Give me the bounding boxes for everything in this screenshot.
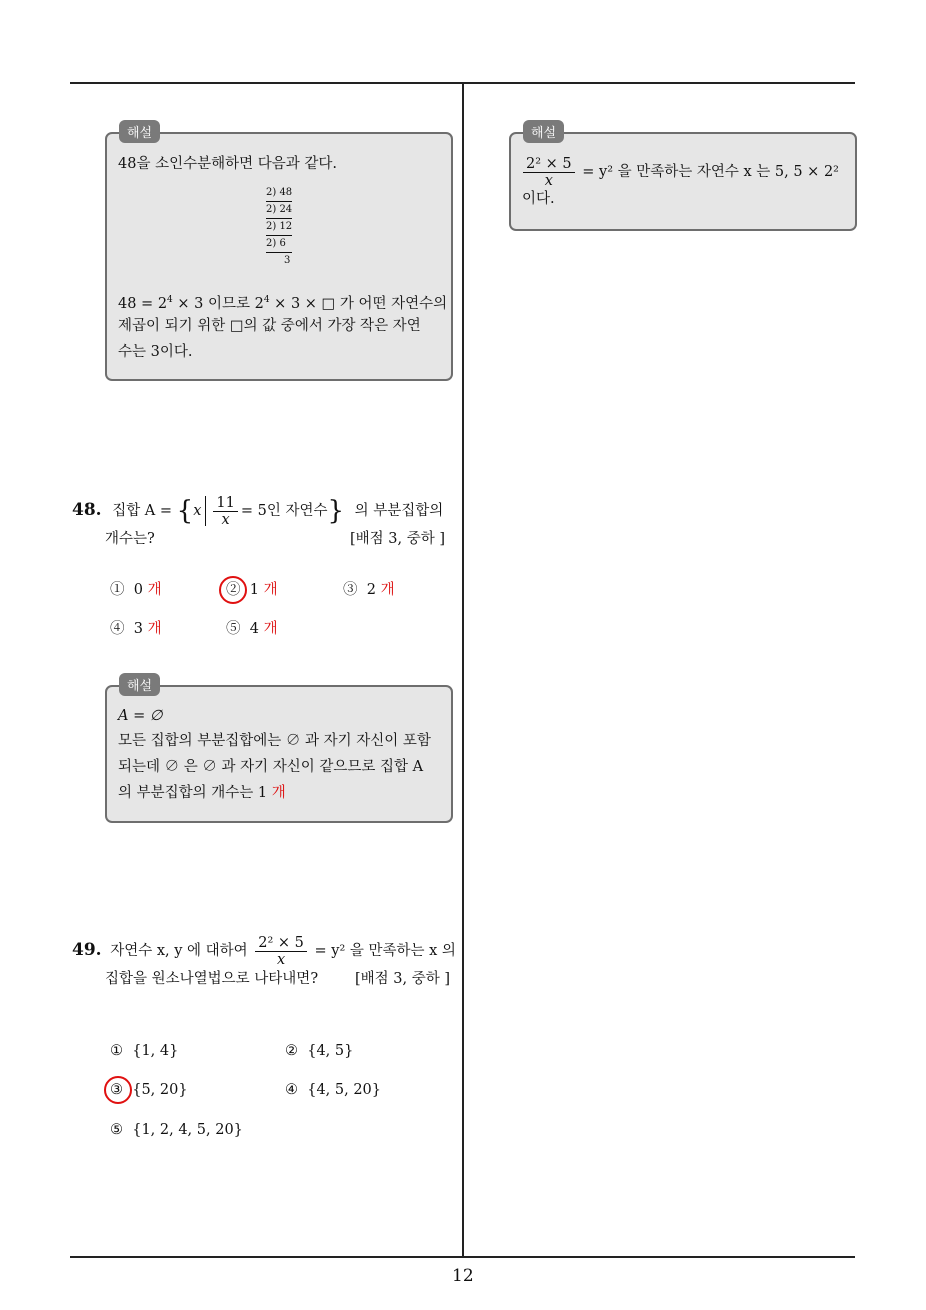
choice-5[interactable] (226, 616, 278, 642)
choice-1[interactable] (110, 577, 162, 603)
answer-circle-mark (219, 576, 247, 604)
choice-mark: ① (110, 1043, 123, 1059)
left-brace: { (176, 496, 194, 526)
choice-unit: 개 (147, 621, 162, 637)
question-text: = 5인 자연수 (240, 503, 328, 519)
choice-mark: ③ (343, 582, 358, 598)
choice-value: {4, 5} (307, 1043, 354, 1059)
choice-4[interactable] (285, 1077, 381, 1103)
text-part: 의 부분집합의 개수는 1 (118, 785, 268, 801)
choice-mark: ⑤ (226, 621, 241, 637)
points-label: [배점 3, 중하 ] (350, 531, 446, 547)
choice-mark: ① (110, 582, 125, 598)
division-step: 2) 6 (266, 235, 292, 252)
choice-mark: ④ (285, 1082, 298, 1098)
division-step: 2) 12 (266, 218, 292, 235)
choice-value: {1, 4} (132, 1043, 179, 1059)
denominator: x (276, 951, 286, 968)
choice-mark: ④ (110, 621, 125, 637)
answer-circle-mark (104, 1076, 132, 1104)
choice-unit: 개 (263, 582, 278, 598)
choice-value: 1 (249, 582, 259, 598)
fraction (213, 495, 237, 528)
prime-factorization-ladder (266, 185, 292, 269)
solution-text (520, 154, 839, 190)
choice-4[interactable] (110, 616, 162, 642)
solution-text: 제곱이 되기 위한 □의 값 중에서 가장 작은 자연 (118, 318, 421, 334)
right-brace: } (327, 496, 345, 526)
choice-unit: 개 (263, 621, 278, 637)
solution-tag: 해설 (119, 673, 160, 696)
page-number: 12 (452, 1266, 474, 1286)
question-number: 48. (72, 500, 102, 520)
set-builder-bar (205, 496, 206, 526)
choice-value: {1, 2, 4, 5, 20} (132, 1122, 243, 1138)
text-part: × 3 이므로 2 (172, 295, 264, 312)
text-part: × 3 × □ 가 어떤 자연수의 (269, 295, 448, 312)
division-step: 2) 24 (266, 201, 292, 218)
choice-5[interactable] (110, 1117, 243, 1143)
question-text: 자연수 x, y 에 대하여 (110, 943, 248, 959)
choice-value: 2 (366, 582, 376, 598)
division-remainder: 3 (266, 252, 292, 269)
question-text: 의 부분집합의 (354, 503, 444, 519)
bottom-rule (70, 1256, 855, 1258)
solution-text (118, 780, 286, 806)
choice-mark: ③ (110, 1082, 123, 1098)
choice-value: {4, 5, 20} (307, 1082, 382, 1098)
unit-text: 개 (271, 785, 286, 801)
choice-mark: ⑤ (110, 1122, 123, 1138)
choice-value: 3 (133, 621, 143, 637)
points-label: [배점 3, 중하 ] (355, 971, 451, 987)
choice-value: 0 (133, 582, 143, 598)
question-text: = y² 을 만족하는 x 의 (314, 943, 456, 959)
solution-text: 이다. (522, 191, 555, 207)
choice-2[interactable] (285, 1038, 353, 1064)
solution-text: 수는 3이다. (118, 344, 193, 360)
question-48-line1 (72, 494, 443, 528)
column-divider (462, 82, 464, 1257)
solution-text: 되는데 ∅ 은 ∅ 과 자기 자신이 같으므로 집합 A (118, 759, 424, 775)
choice-value: {5, 20} (132, 1082, 188, 1098)
choice-3[interactable] (343, 577, 395, 603)
denominator: x (544, 172, 553, 189)
solution-tag: 해설 (119, 120, 160, 143)
exponent: 4 (263, 295, 270, 305)
question-text: 집합을 원소나열법으로 나타내면? (105, 971, 319, 987)
solution-tag: 해설 (523, 120, 564, 143)
fraction (255, 935, 307, 968)
solution-text: A = ∅ (118, 708, 163, 724)
choice-1[interactable] (110, 1038, 178, 1064)
choice-unit: 개 (147, 582, 162, 598)
choice-unit: 개 (380, 582, 395, 598)
text-part: = y² 을 만족하는 자연수 x 는 5, 5 × 2² (582, 164, 839, 180)
set-variable: x (193, 503, 202, 519)
question-number: 49. (72, 940, 102, 960)
text-part: 48 = 2 (118, 295, 168, 312)
numerator: 2² × 5 (523, 156, 575, 173)
solution-text: 48을 소인수분해하면 다음과 같다. (118, 156, 337, 172)
fraction (523, 156, 575, 189)
choice-value: 4 (249, 621, 259, 637)
choice-mark: ② (285, 1043, 298, 1059)
numerator: 2² × 5 (255, 935, 307, 952)
question-49-line1 (72, 932, 456, 969)
exponent: 4 (167, 295, 173, 305)
denominator: x (221, 511, 230, 528)
question-text: 집합 A = (112, 503, 173, 519)
solution-text: 모든 집합의 부분집합에는 ∅ 과 자기 자신이 포함 (118, 733, 431, 749)
division-step: 2) 48 (266, 187, 293, 198)
choice-mark: ② (226, 582, 241, 598)
numerator: 11 (213, 495, 237, 512)
question-text: 개수는? (105, 531, 155, 547)
